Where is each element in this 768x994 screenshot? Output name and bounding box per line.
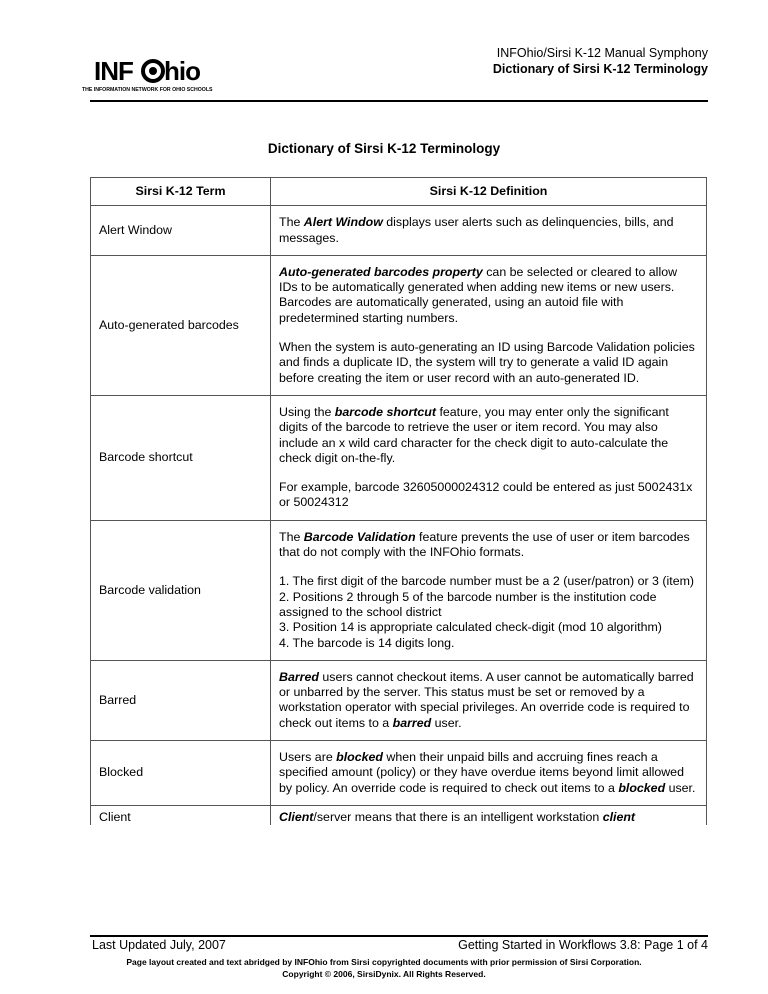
svg-text:INF: INF (94, 56, 133, 86)
definition-paragraph: The Barcode Validation feature prevents the use of user or item barcodes that do not comply with the INFOhio formats. (279, 529, 690, 560)
definition-cell (271, 206, 707, 256)
emphasized-term: blocked (336, 750, 383, 765)
definition-cell (271, 805, 707, 825)
document-title: Dictionary of Sirsi K-12 Terminology (267, 141, 501, 156)
emphasized-term: Auto-generated barcodes property (279, 264, 483, 279)
footer-page-number: Getting Started in Workflows 3.8: Page 1 of 4 (458, 938, 708, 952)
emphasized-term: barred (392, 715, 432, 730)
table-body (91, 206, 707, 825)
definition-paragraph: Auto-generated barcodes property can be selected or cleared to allow IDs to be automatically generated when adding new items or new users. Barcodes are automatically generated, using an autoid file with predetermined starting numbers. (279, 264, 678, 325)
table-header-row (91, 178, 707, 206)
header-line-1: INFOhio/Sirsi K-12 Manual Symphony (496, 46, 708, 60)
column-header-definition: Sirsi K-12 Definition (271, 178, 707, 206)
column-header-term: Sirsi K-12 Term (91, 178, 271, 206)
svg-text:THE INFORMATION NETWORK FOR OH: THE INFORMATION NETWORK FOR OHIO SCHOOLS (82, 87, 213, 93)
header-line-2: Dictionary of Sirsi K-12 Terminology (492, 62, 708, 76)
definition-paragraph: For example, barcode 32605000024312 could be entered as just 5002431x or 50024312 (279, 480, 693, 510)
table-row (91, 395, 707, 520)
emphasized-term: barcode shortcut (334, 404, 437, 419)
header-rule (90, 100, 708, 102)
term-cell: Client (91, 805, 271, 825)
table-row (91, 741, 707, 806)
definition-paragraph: Client/server means that there is an intelligent workstation client (279, 809, 636, 824)
term-cell: Auto-generated barcodes (91, 255, 271, 395)
definition-paragraph: Using the barcode shortcut feature, you may enter only the significant digits of the barcode to retrieve the user or item record. You may also include an x wild card character for the check digit to auto-calculate the check digit on-the-fly. (279, 404, 669, 465)
emphasized-term: client (602, 809, 636, 824)
definition-cell (271, 395, 707, 520)
definition-paragraph: 1. The first digit of the barcode number must be a 2 (user/patron) or 3 (item) 2. Positions 2 through 5 of the barcode number is the institution code assigned to the school district 3. Position 14 is appropriate calculated check-digit (mod 10 algorithm) 4. The barcode is 14 digits long. (279, 574, 695, 650)
footer-rule (90, 935, 708, 937)
emphasized-term: Barred (279, 669, 319, 684)
definition-cell (271, 255, 707, 395)
emphasized-term: blocked (618, 780, 666, 795)
definition-paragraph: When the system is auto-generating an ID using Barcode Validation policies and finds a duplicate ID, the system will try to generate a valid ID again before creating the item or user record with an auto-generated ID. (279, 340, 695, 385)
footer-copyright (0, 956, 768, 980)
footer-note-2: Copyright © 2006, SirsiDynix. All Rights Reserved. (282, 969, 486, 979)
terminology-table (90, 177, 707, 825)
infohio-logo (80, 54, 230, 94)
term-cell: Barred (91, 660, 271, 740)
definition-cell (271, 520, 707, 660)
term-cell: Blocked (91, 741, 271, 806)
table-row (91, 805, 707, 825)
table-row (91, 255, 707, 395)
definition-cell (271, 741, 707, 806)
definition-paragraph: Users are blocked when their unpaid bills and accruing fines reach a specified amount (policy) or they have overdue items beyond limit allowed by policy. An override code is required to check out items to a blocked user. (279, 750, 696, 795)
table-row (91, 206, 707, 256)
term-cell: Barcode shortcut (91, 395, 271, 520)
term-cell: Barcode validation (91, 520, 271, 660)
table-row (91, 660, 707, 740)
definition-paragraph: The Alert Window displays user alerts such as delinquencies, bills, and messages. (279, 215, 674, 245)
term-cell: Alert Window (91, 206, 271, 256)
definition-paragraph: Barred users cannot checkout items. A user cannot be automatically barred or unbarred by the server. This status must be set or removed by a workstation operator with special privileges. An override code is required to check out items to a barred user. (279, 669, 694, 730)
table-row (91, 520, 707, 660)
running-header (493, 45, 708, 77)
emphasized-term: Barcode Validation (303, 529, 416, 544)
emphasized-term: Client (279, 809, 314, 824)
emphasized-term: Alert Window (303, 215, 383, 230)
definition-cell (271, 660, 707, 740)
svg-text:hio: hio (164, 56, 200, 86)
footer-note-1: Page layout created and text abridged by INFOhio from Sirsi copyrighted documents with prior permission of Sirsi Corporation. (126, 957, 642, 967)
footer-updated: Last Updated July, 2007 (92, 938, 226, 952)
